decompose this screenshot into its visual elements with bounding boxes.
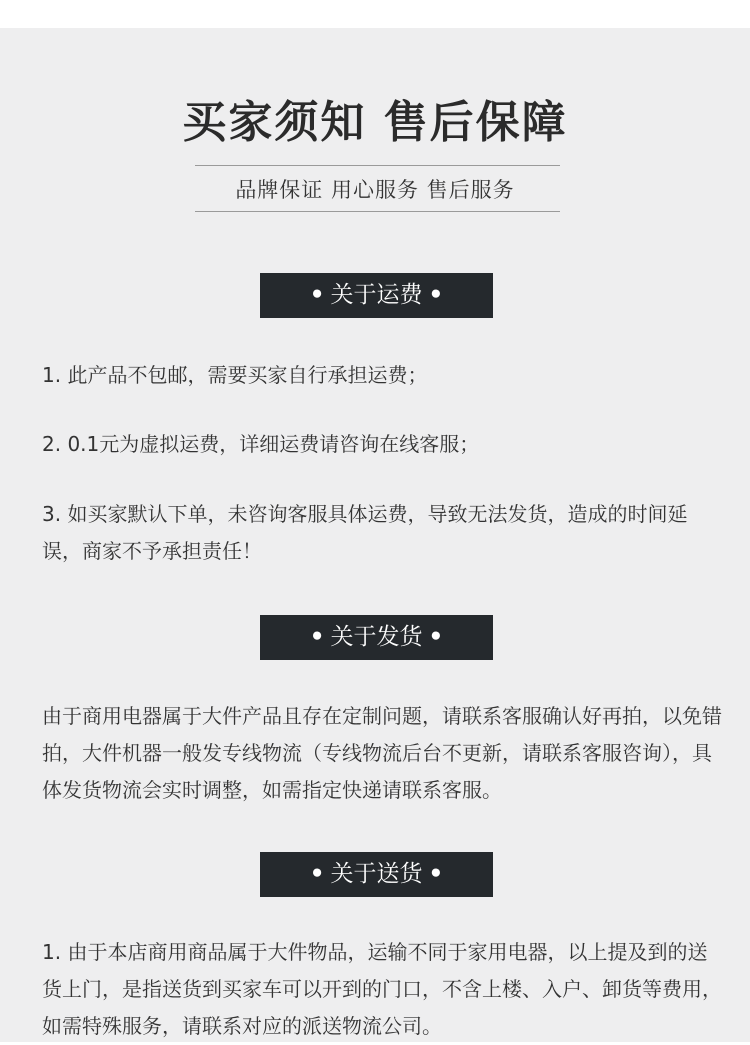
badge-dot-right: •	[428, 282, 444, 308]
section-badge-shipping-fee	[260, 273, 493, 318]
home-delivery-item-1: 1. 由于本店商用商品属于大件物品，运输不同于家用电器，以上提及到的送货上门，是指送货到买家车可以开到的门口，不含上楼、入户、卸货等费用，如需特殊服务，请联系对应的派送物流公司。	[42, 940, 722, 1038]
badge-dot-left: •	[309, 624, 325, 650]
section-badge-delivery	[260, 615, 493, 660]
subtitle-top-divider	[195, 165, 560, 166]
delivery-paragraph: 由于商用电器属于大件产品且存在定制问题，请联系客服确认好再拍，以免错拍，大件机器一般发专线物流（专线物流后台不更新，请联系客服咨询），具体发货物流会实时调整，如需指定快递请联系客服。	[42, 704, 722, 802]
badge-dot-right: •	[428, 624, 444, 650]
shipping-fee-item-3: 3. 如买家默认下单，未咨询客服具体运费，导致无法发货，造成的时间延误，商家不予承担责任！	[42, 502, 688, 563]
shipping-fee-item-2: 2. 0.1元为虚拟运费，详细运费请咨询在线客服；	[42, 432, 480, 456]
badge-dot-left: •	[309, 861, 325, 887]
badge-dot-left: •	[309, 282, 325, 308]
shipping-fee-item-1: 1. 此产品不包邮，需要买家自行承担运费；	[42, 363, 428, 387]
section-badge-home-delivery	[260, 852, 493, 897]
notice-page	[0, 28, 750, 1042]
page-subtitle: 品牌保证 用心服务 售后服务	[235, 178, 515, 202]
subtitle-bottom-divider	[195, 211, 560, 212]
page-title: 买家须知 售后保障	[182, 97, 568, 148]
section-title-delivery: 关于发货	[330, 624, 423, 650]
badge-dot-right: •	[428, 861, 444, 887]
section-title-home-delivery: 关于送货	[330, 861, 423, 887]
section-title-shipping-fee: 关于运费	[330, 282, 423, 308]
